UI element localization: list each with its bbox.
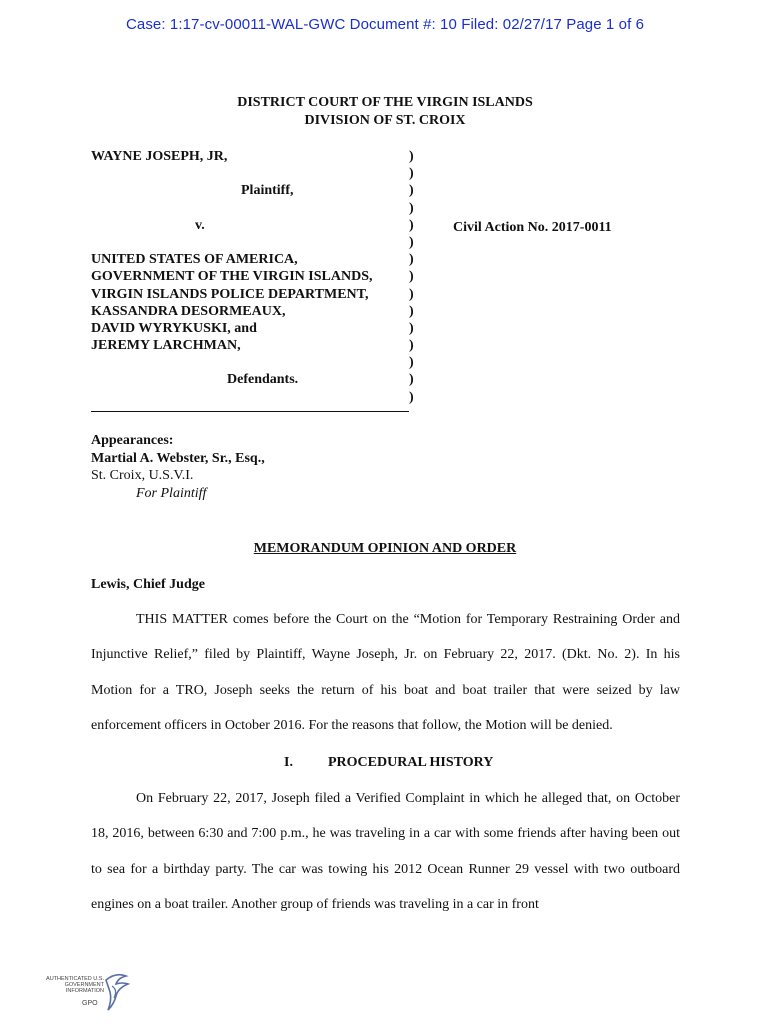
caption-paren: ) bbox=[409, 183, 414, 199]
gpo-authentication-logo bbox=[44, 972, 134, 1012]
judge-line: Lewis, Chief Judge bbox=[91, 577, 205, 592]
section-title: PROCEDURAL HISTORY bbox=[328, 755, 494, 770]
case-header-stamp: Case: 1:17-cv-00011-WAL-GWC Document #: 10 Filed: 02/27/17 Page 1 of 6 bbox=[125, 16, 645, 33]
caption-paren: ) bbox=[409, 286, 414, 302]
case-caption bbox=[91, 148, 421, 389]
opinion-paragraph bbox=[91, 602, 680, 743]
section-number: I. bbox=[284, 755, 293, 770]
gpo-authenticated-text: AUTHENTICATED U.S. GOVERNMENT INFORMATION bbox=[46, 976, 104, 995]
appearances-block bbox=[91, 432, 265, 502]
defendant-name: GOVERNMENT OF THE VIRGIN ISLANDS, bbox=[91, 269, 373, 285]
defendants-label: Defendants. bbox=[227, 372, 299, 388]
defendant-name: UNITED STATES OF AMERICA, bbox=[91, 252, 298, 268]
caption-underline bbox=[91, 411, 409, 412]
court-division: DIVISION OF ST. CROIX bbox=[304, 113, 466, 128]
defendant-name: KASSANDRA DESORMEAUX, bbox=[91, 303, 286, 319]
attorney-role: For Plaintiff bbox=[136, 485, 207, 501]
plaintiff-label: Plaintiff, bbox=[241, 183, 294, 199]
civil-action-number: Civil Action No. 2017-0011 bbox=[453, 220, 612, 235]
caption-paren: ) bbox=[409, 234, 414, 250]
gpo-eagle-icon bbox=[102, 972, 132, 1012]
caption-paren: ) bbox=[409, 200, 414, 216]
attorney-name: Martial A. Webster, Sr., Esq., bbox=[91, 450, 265, 466]
caption-paren: ) bbox=[409, 217, 414, 233]
paragraph-text: On February 22, 2017, Joseph filed a Verified Complaint in which he alleged that, on October 18, 2016, between 6:30 and 7:00 p.m., he was traveling in a car with some friends after having been out to sea for a birthday party. The car was towing his 2012 Ocean Runner 29 vessel with two outboard engines on a boat trailer. Another group of friends was traveling in a car in front bbox=[91, 791, 680, 912]
court-name: DISTRICT COURT OF THE VIRGIN ISLANDS bbox=[237, 95, 533, 110]
caption-paren: ) bbox=[409, 355, 414, 371]
opinion-title: MEMORANDUM OPINION AND ORDER bbox=[253, 541, 517, 556]
caption-paren: ) bbox=[409, 389, 414, 405]
caption-paren: ) bbox=[409, 269, 414, 285]
caption-paren: ) bbox=[409, 166, 414, 182]
paragraph-text: THIS MATTER comes before the Court on the “Motion for Temporary Restraining Order and Injunctive Relief,” filed by Plaintiff, Wayne Joseph, Jr. on February 22, 2017. (Dkt. No. 2). In his Motion for a TRO, Joseph seeks the return of his boat and boat trailer that were seized by law enforcement officers in October 2016. For the reasons that follow, the Motion will be denied. bbox=[91, 612, 680, 733]
caption-paren: ) bbox=[409, 320, 414, 336]
caption-paren: ) bbox=[409, 338, 414, 354]
plaintiff-name: WAYNE JOSEPH, JR, bbox=[91, 149, 228, 164]
court-heading bbox=[0, 94, 770, 130]
attorney-location: St. Croix, U.S.V.I. bbox=[91, 468, 194, 483]
versus-label: v. bbox=[195, 217, 205, 233]
caption-paren: ) bbox=[409, 372, 414, 388]
caption-paren: ) bbox=[409, 149, 414, 164]
gpo-label: GPO bbox=[82, 1000, 98, 1007]
caption-paren: ) bbox=[409, 252, 414, 268]
caption-paren: ) bbox=[409, 303, 414, 319]
appearances-heading: Appearances: bbox=[91, 433, 174, 448]
opinion-paragraph bbox=[91, 781, 680, 922]
defendant-name: JEREMY LARCHMAN, bbox=[91, 338, 241, 354]
caption-paren-column bbox=[409, 148, 423, 406]
defendant-name: VIRGIN ISLANDS POLICE DEPARTMENT, bbox=[91, 286, 369, 302]
defendant-name: DAVID WYRYKUSKI, and bbox=[91, 320, 257, 336]
section-heading bbox=[284, 755, 493, 771]
